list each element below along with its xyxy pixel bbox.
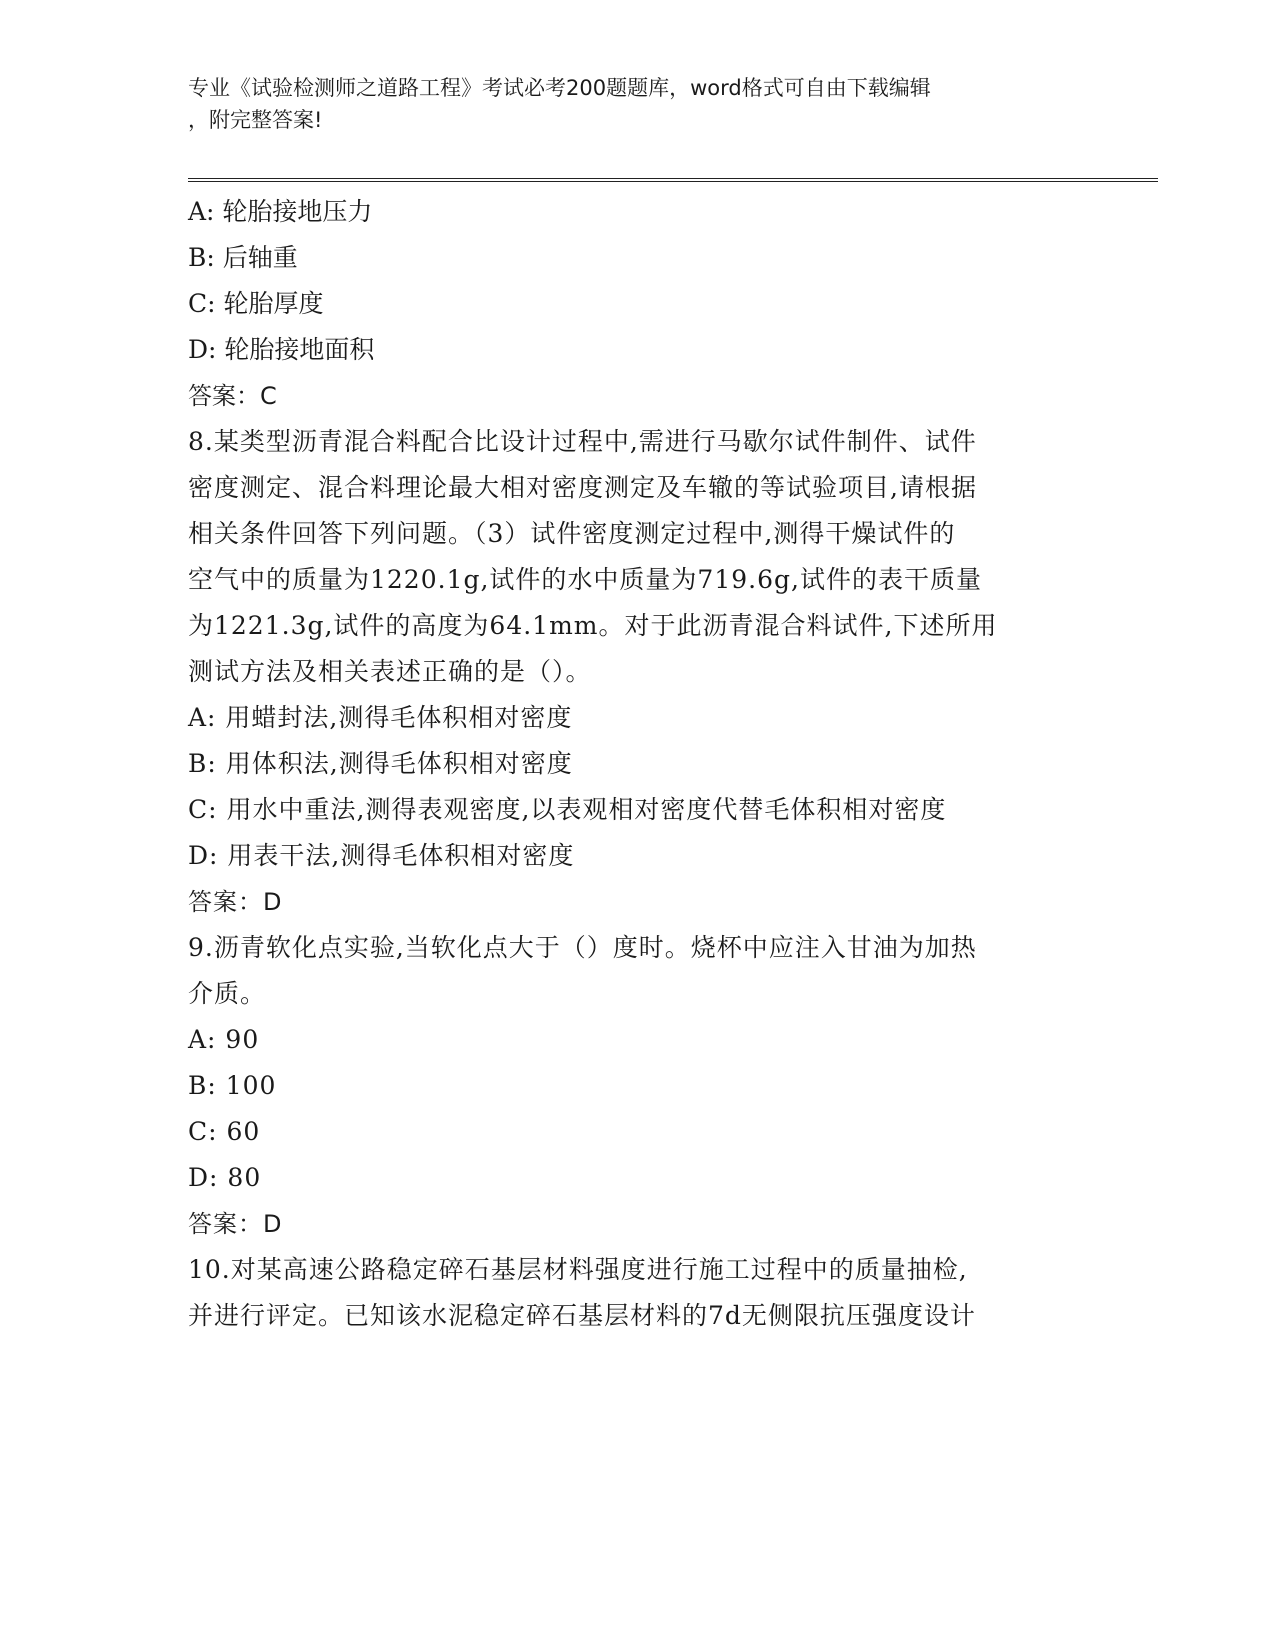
- header-divider-bottom: [188, 181, 1158, 182]
- option-b: B: 100: [188, 1071, 277, 1100]
- question-text-line: 测试方法及相关表述正确的是（）。: [188, 657, 592, 686]
- option-a: A: 用蜡封法,测得毛体积相对密度: [188, 703, 573, 732]
- question-text-line: 空气中的质量为1220.1g,试件的水中质量为719.6g,试件的表干质量: [188, 565, 982, 594]
- question-text-line: 10.对某高速公路稳定碎石基层材料强度进行施工过程中的质量抽检,: [188, 1255, 968, 1284]
- option-c: C: 轮胎厚度: [188, 289, 324, 318]
- header-line-1: 专业《试验检测师之道路工程》考试必考200题题库，word格式可自由下载编辑: [188, 76, 931, 100]
- option-a: A: 90: [188, 1025, 260, 1054]
- option-a: A: 轮胎接地压力: [188, 197, 373, 226]
- option-c: C: 60: [188, 1117, 261, 1146]
- option-c: C: 用水中重法,测得表观密度,以表观相对密度代替毛体积相对密度: [188, 795, 947, 824]
- option-b: B: 用体积法,测得毛体积相对密度: [188, 749, 573, 778]
- header-line-2: ，附完整答案!: [188, 108, 323, 132]
- question-9: [188, 925, 1078, 1247]
- question-text-line: 8.某类型沥青混合料配合比设计过程中,需进行马歇尔试件制件、试件: [188, 427, 977, 456]
- question-text-line: 密度测定、混合料理论最大相对密度测定及车辙的等试验项目,请根据: [188, 473, 977, 502]
- question-text-line: 为1221.3g,试件的高度为64.1mm。对于此沥青混合料试件,下述所用: [188, 611, 998, 640]
- question-text-line: 介质。: [188, 979, 267, 1008]
- option-b: B: 后轴重: [188, 243, 298, 272]
- question-text-line: 并进行评定。已知该水泥稳定碎石基层材料的7d无侧限抗压强度设计: [188, 1301, 976, 1330]
- option-d: D: 用表干法,测得毛体积相对密度: [188, 841, 575, 870]
- document-body: [188, 189, 1078, 1339]
- answer-label: 答案：D: [188, 888, 283, 916]
- option-d: D: 80: [188, 1163, 262, 1192]
- answer-label: 答案：D: [188, 1210, 283, 1238]
- option-d: D: 轮胎接地面积: [188, 335, 375, 364]
- question-text-line: 9.沥青软化点实验,当软化点大于（）度时。烧杯中应注入甘油为加热: [188, 933, 977, 962]
- document-header: [188, 72, 1068, 136]
- question-8: [188, 419, 1078, 925]
- header-divider-top: [188, 178, 1158, 179]
- question-10: [188, 1247, 1078, 1339]
- question-7-continued: [188, 189, 1078, 419]
- question-text-line: 相关条件回答下列问题。（3）试件密度测定过程中,测得干燥试件的: [188, 519, 956, 548]
- answer-label: 答案：C: [188, 382, 277, 410]
